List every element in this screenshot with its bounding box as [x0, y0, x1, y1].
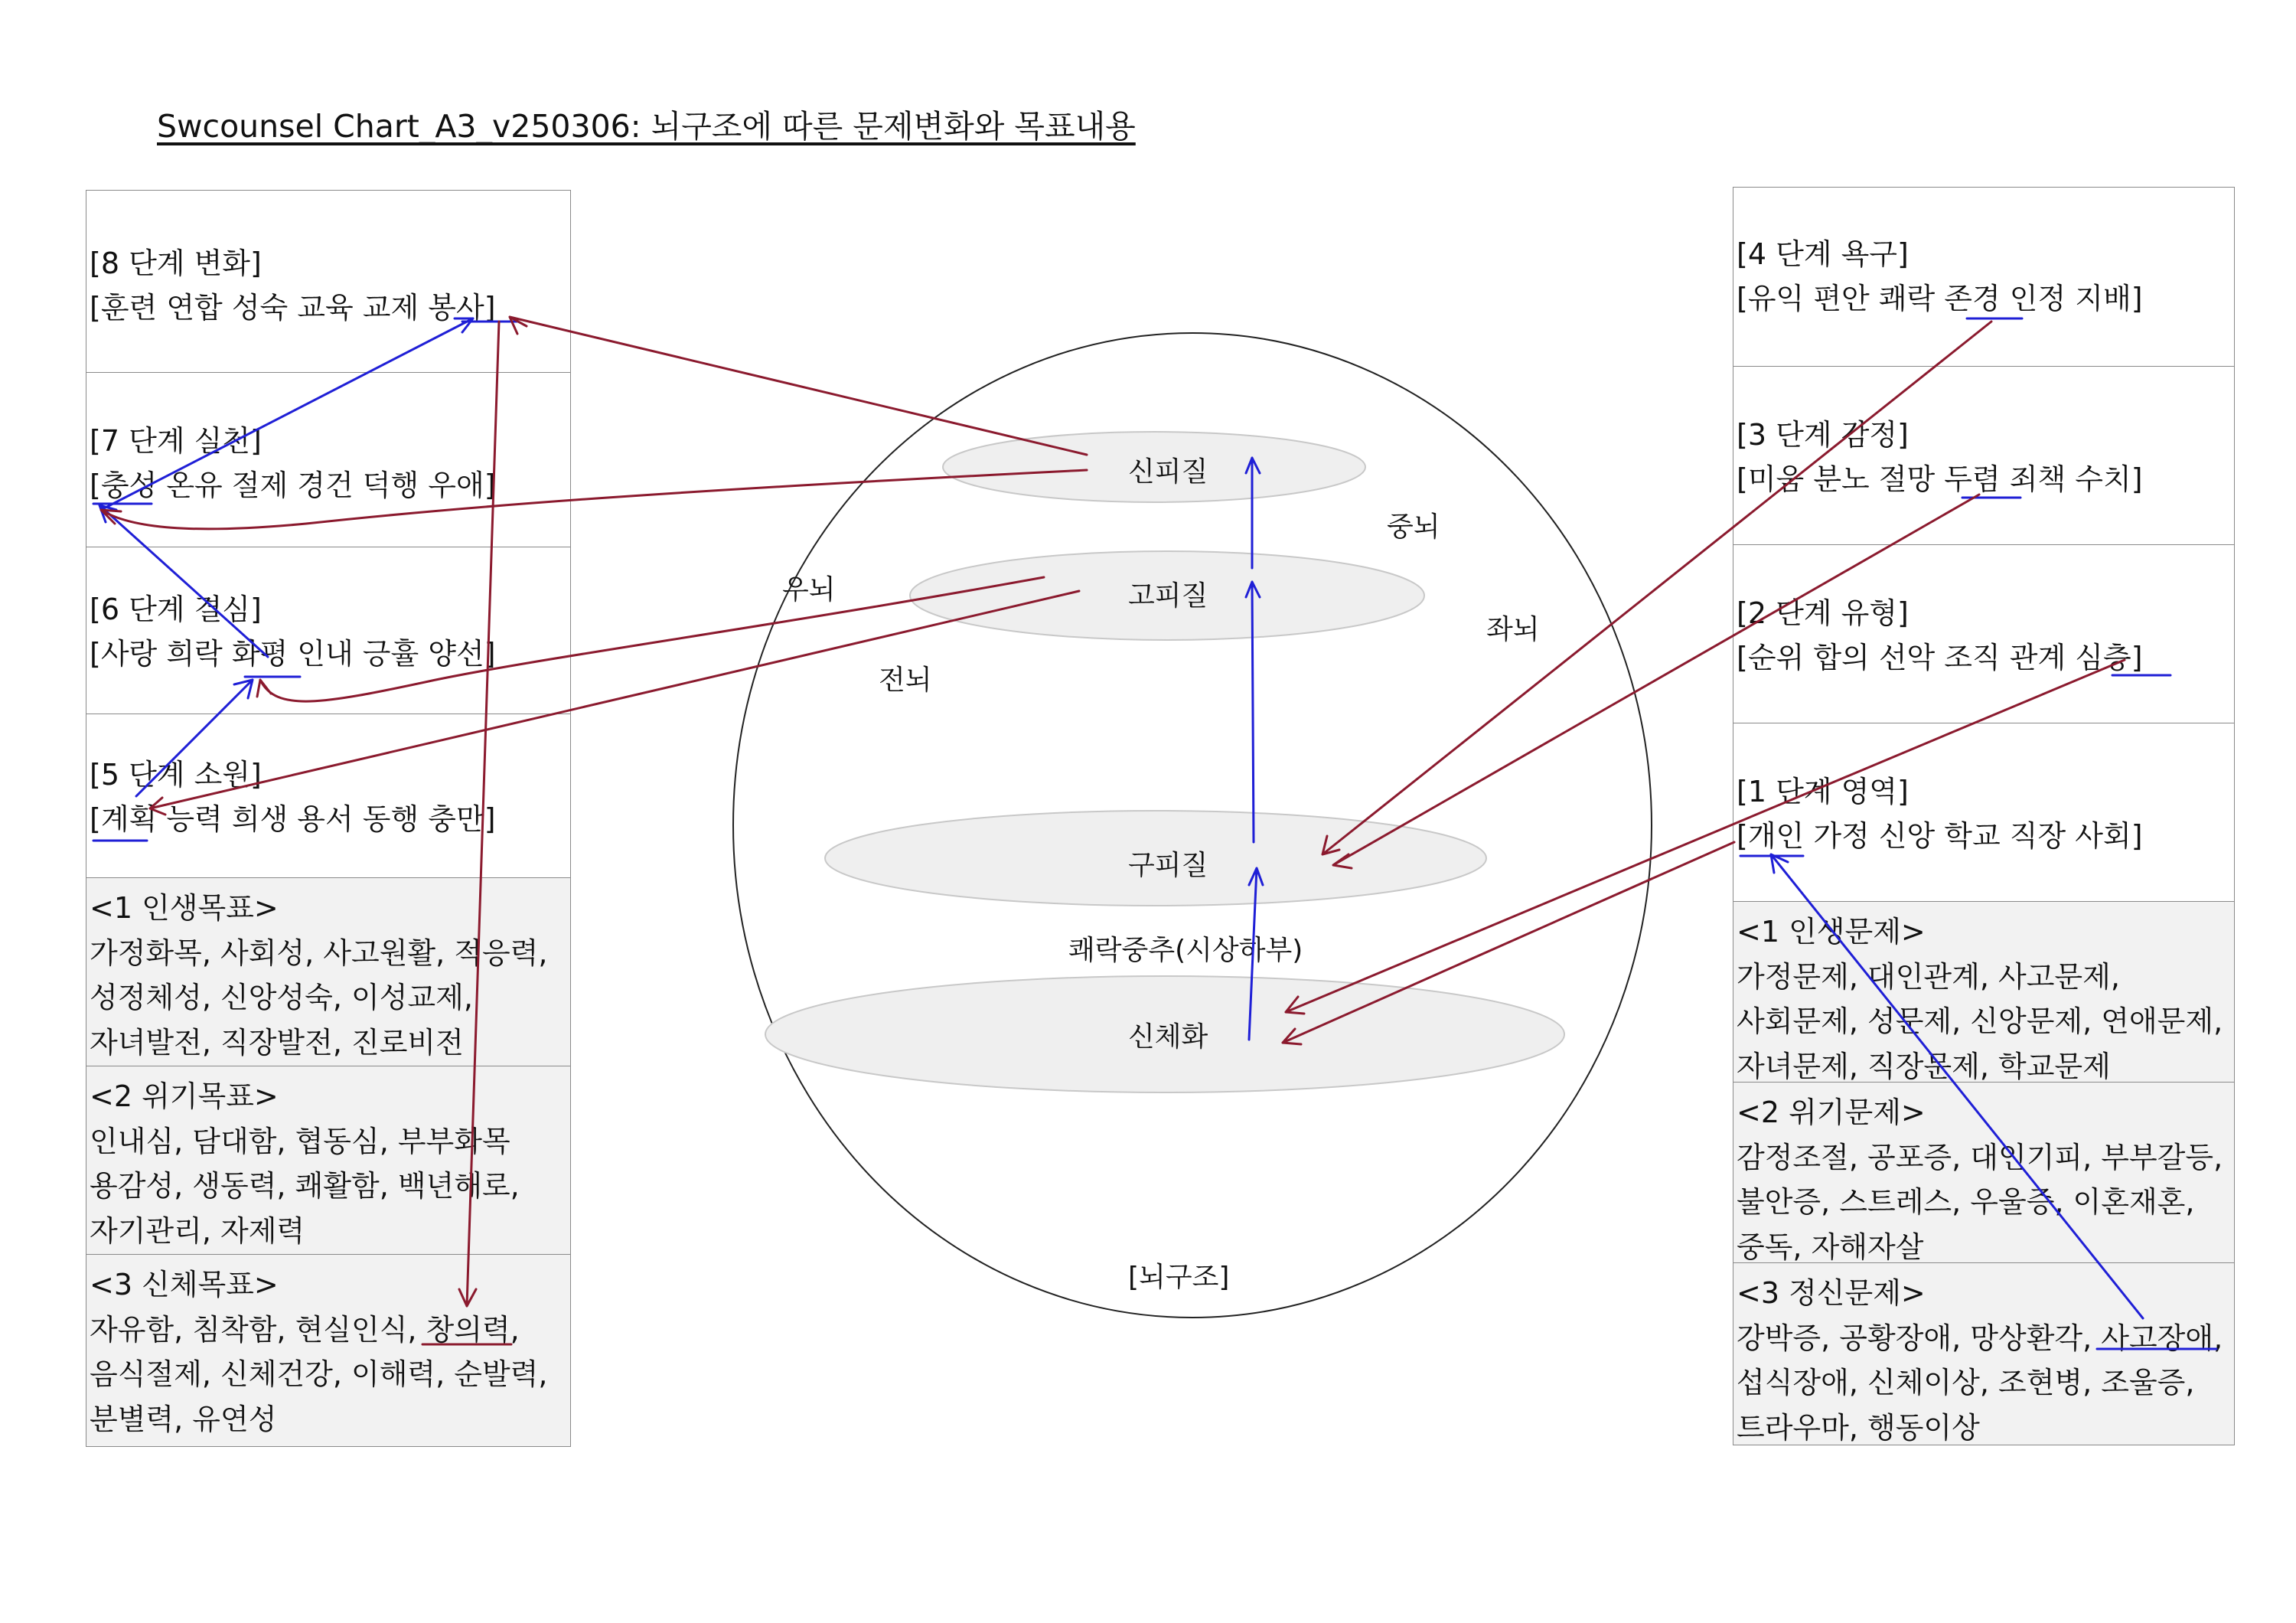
red-arrow-fear-to-paleo: [1333, 495, 1979, 868]
blue-arrow-stage5-to-6: [136, 680, 253, 796]
blue-arrow-body-to-paleo: [1249, 868, 1263, 1040]
problem-line: 강박증, 공황장애, 망상환각, 사고장애,: [1737, 1321, 2223, 1355]
stage-8-items: [훈련 연합 성숙 교육 교제 봉사]: [90, 291, 496, 325]
goal-heading: <1 인생목표>: [90, 891, 279, 925]
problem-line: 섭식장애, 신체이상, 조현병, 조울증,: [1737, 1366, 2195, 1399]
stage-2-items: [순위 합의 선악 조직 관계 심층]: [1737, 641, 2143, 674]
problem-line: 중독, 자해자살: [1737, 1229, 1924, 1263]
blue-arrow-archi-to-neo: [1246, 458, 1260, 568]
red-arrow-neo-to-service: [510, 317, 1087, 455]
pleasure-center-label: 쾌락중추(시상하부): [1068, 935, 1303, 966]
stage-1-heading: [1 단계 영역]: [1737, 775, 1909, 808]
forebrain-label: 전뇌: [879, 665, 932, 696]
stage-6-items: [사랑 희락 화평 인내 긍휼 양선]: [90, 637, 496, 671]
problem-heading: <1 인생문제>: [1737, 915, 1926, 949]
red-arrow-neo-to-loyalty: [101, 470, 1087, 529]
problem-line: 가정문제, 대인관계, 사고문제,: [1737, 959, 2120, 994]
red-arrow-archi-to-plan: [150, 591, 1079, 815]
midbrain-label: 중뇌: [1387, 511, 1440, 543]
stage-5-items: [계획 능력 희생 용서 동행 충만]: [90, 802, 496, 836]
problem-line: 불안증, 스트레스, 우울증, 이혼재혼,: [1737, 1185, 2195, 1219]
somatization-label: 신체화: [1128, 1021, 1208, 1053]
paleocortex-label: 구피질: [1128, 850, 1208, 881]
stage-1-items: [개인 가정 신앙 학교 직장 사회]: [1737, 819, 2143, 853]
blue-arrow-paleo-to-archi: [1246, 582, 1260, 842]
stage-3-items: [미움 분노 절망 두렴 죄책 수치]: [1737, 462, 2143, 496]
stage-5-heading: [5 단계 소원]: [90, 758, 262, 792]
stage-4-heading: [4 단계 욕구]: [1737, 237, 1909, 271]
goal-heading: <2 위기목표>: [90, 1079, 279, 1113]
goal-line: 자기관리, 자제력: [90, 1213, 305, 1248]
problem-heading: <2 위기문제>: [1737, 1096, 1926, 1129]
problem-line: 트라우마, 행동이상: [1737, 1410, 1980, 1445]
goal-line: 가정화목, 사회성, 사고원활, 적응력,: [90, 936, 548, 970]
stage-3-heading: [3 단계 감정]: [1737, 418, 1909, 452]
problem-line: 사회문제, 성문제, 신앙문제, 연애문제,: [1737, 1004, 2223, 1038]
goal-heading: <3 신체목표>: [90, 1268, 279, 1301]
goal-line: 자녀발전, 직장발전, 진로비전: [90, 1025, 464, 1060]
page-title: Swcounsel Chart_A3_v250306: 뇌구조에 따른 문제변화와 목표내용: [157, 108, 1136, 145]
neocortex-label: 신피질: [1128, 456, 1208, 488]
stage-7-heading: [7 단계 실천]: [90, 424, 262, 458]
goal-line: 인내심, 담대함, 협동심, 부부화목: [90, 1124, 510, 1158]
red-arrow-individual-to-body: [1283, 842, 1734, 1044]
red-arrow-service-to-creativity: [459, 322, 499, 1306]
stage-7-items: [충성 온유 절제 경건 덕행 우애]: [90, 469, 496, 502]
right-brain-label: 우뇌: [782, 574, 836, 606]
goal-line: 성정체성, 신앙성숙, 이성교제,: [90, 981, 473, 1014]
red-arrow-respect-to-paleo: [1322, 322, 1991, 854]
blue-arrow-thought-disorder-to-individual: [1771, 854, 2143, 1318]
goal-line: 분별력, 유연성: [90, 1402, 277, 1436]
goal-line: 자유함, 침착함, 현실인식, 창의력,: [90, 1312, 520, 1347]
problem-line: 감정조절, 공포증, 대인기피, 부부갈등,: [1737, 1140, 2223, 1174]
goal-line: 음식절제, 신체건강, 이해력, 순발력,: [90, 1357, 548, 1391]
red-arrow-archi-to-peace: [257, 577, 1044, 701]
stage-8-heading: [8 단계 변화]: [90, 247, 262, 280]
goal-line: 용감성, 생동력, 쾌활함, 백년해로,: [90, 1169, 520, 1203]
brain-caption: [뇌구조]: [1128, 1262, 1230, 1293]
problem-heading: <3 정신문제>: [1737, 1276, 1926, 1310]
left-brain-label: 좌뇌: [1486, 614, 1540, 645]
red-arrow-depth-to-body: [1286, 660, 2125, 1014]
stage-6-heading: [6 단계 결심]: [90, 593, 262, 626]
problem-line: 자녀문제, 직장문제, 학교문제: [1737, 1049, 2111, 1083]
blue-arrow-stage7-to-8: [101, 318, 473, 510]
archicortex-label: 고피질: [1128, 580, 1208, 612]
stage-4-items: [유익 편안 쾌락 존경 인정 지배]: [1737, 282, 2143, 315]
stage-2-heading: [2 단계 유형]: [1737, 596, 1909, 630]
